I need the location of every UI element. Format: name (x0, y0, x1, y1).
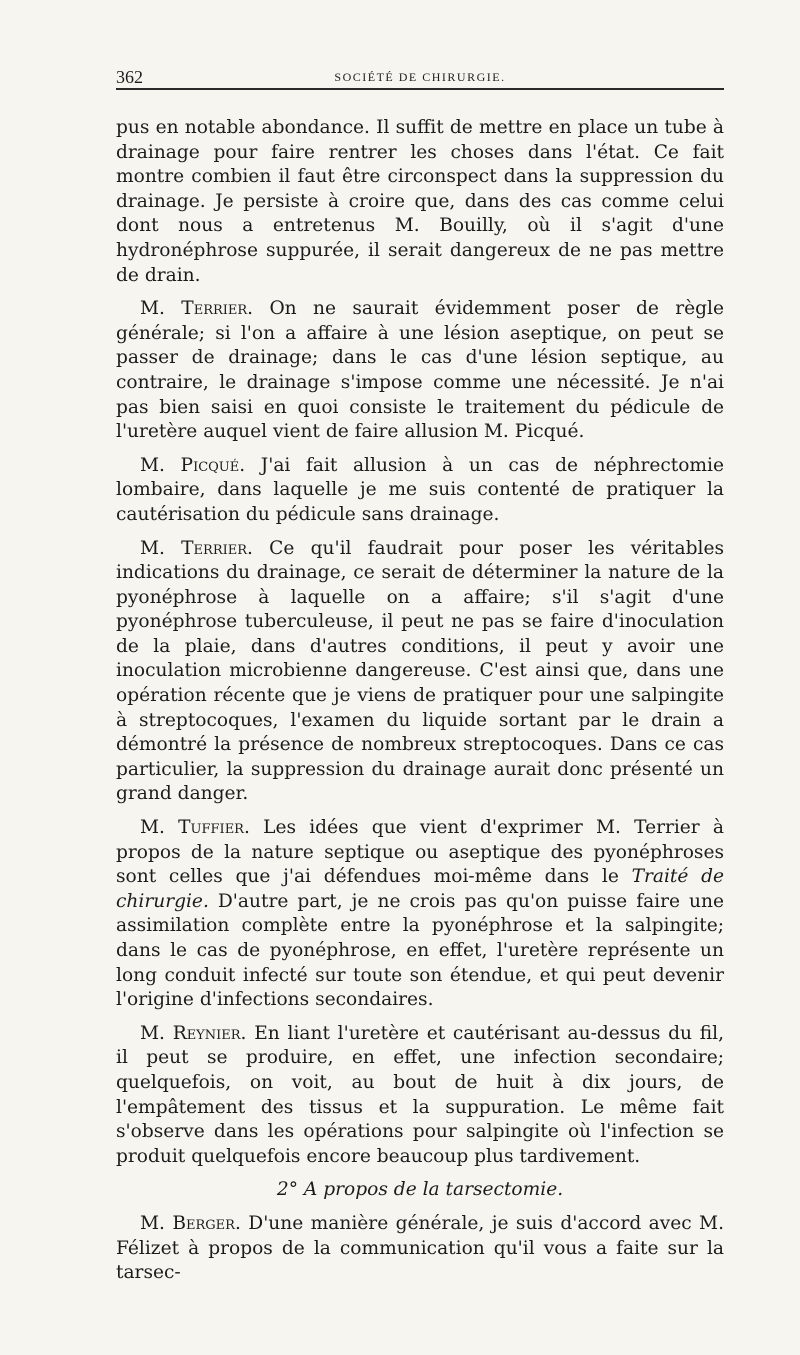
book-page (116, 64, 724, 1295)
running-title: SOCIÉTÉ DE CHIRURGIE. (334, 70, 506, 84)
body-text (116, 116, 724, 1286)
speaker-name: M. Picqué. (140, 454, 246, 476)
paragraph-2: M. Terrier. On ne saurait évidemment poser de règle générale; si l'on a affaire à une lésion aseptique, on peut se passer de drainage; dans le cas d'une lésion septique, au contraire, le drainage s'impose comme une nécessité. Je n'ai pas bien saisi en quoi consiste le traitement du pédicule de l'uretère auquel vient de faire allusion M. Picqué. (116, 298, 724, 443)
paragraph-7: M. Berger. D'une manière générale, je suis d'accord avec M. Félizet à propos de la communication qu'il vous a faite sur la tarsec- (116, 1212, 725, 1284)
paragraph-5: M. Tuffier. Les idées que vient d'exprimer M. Terrier à propos de la nature septique ou aseptique des pyonéphroses sont celles que j'ai défendues moi-même dans le Traité de chirurgie. D'autre part, je ne crois pas qu'on puisse faire une assimilation complète entre la pyonéphrose et la salpingite; dans le cas de pyonéphrose, en effet, l'uretère représente un long conduit infecté sur toute son étendue, et qui peut devenir l'origine d'infections secondaires. (116, 817, 724, 1011)
paragraph-1: pus en notable abondance. Il suffit de mettre en place un tube à drainage pour faire rentrer les choses dans l'état. Ce fait montre combien il faut être circonspect dans la suppression du drainage. Je persiste à croire que, dans des cas comme celui dont nous a entretenus M. Bouilly, où il s'agit d'une hydronéphrose suppurée, il serait dangereux de ne pas mettre de drain. (116, 117, 724, 286)
speaker-name: M. Reynier. (140, 1022, 247, 1044)
speaker-name: M. Tuffier. (140, 817, 250, 839)
paragraph-4: M. Terrier. Ce qu'il faudrait pour poser les véritables indications du drainage, ce serait de déterminer la nature de la pyonéphrose à laquelle on a affaire; s'il s'agit d'une pyonéphrose tuberculeuse, il peut ne pas se faire d'inoculation de la plaie, dans d'autres conditions, il peut y avoir une inoculation microbienne dangereuse. C'est ainsi que, dans une opération récente que je viens de pratiquer pour une salpingite à streptocoques, l'examen du liquide sortant par le drain a démontré la présence de nombreux streptocoques. Dans ce cas particulier, la suppression du drainage aurait donc présenté un grand danger. (116, 537, 724, 805)
speaker-name: M. Berger. (140, 1212, 241, 1234)
speaker-name: M. Terrier. (140, 537, 253, 559)
section-heading: 2° A propos de la tarsectomie. (276, 1179, 564, 1201)
running-head (116, 64, 724, 90)
page-number: 362 (116, 67, 143, 87)
speaker-name: M. Terrier. (140, 298, 254, 320)
paragraph-3: M. Picqué. J'ai fait allusion à un cas de néphrectomie lombaire, dans laquelle je me suis contenté de pratiquer la cautérisation du pédicule sans drainage. (116, 454, 725, 525)
paragraph-6: M. Reynier. En liant l'uretère et cautérisant au-dessus du fil, il peut se produire, en effet, une infection secondaire; quelquefois, on voit, au bout de huit à dix jours, de l'empâtement des tissus et la suppuration. Le même fait s'observe dans les opérations pour salpingite où l'infection se produit quelquefois encore beaucoup plus tardivement. (116, 1022, 724, 1167)
book-title: Traité de chirurgie. (116, 866, 724, 912)
